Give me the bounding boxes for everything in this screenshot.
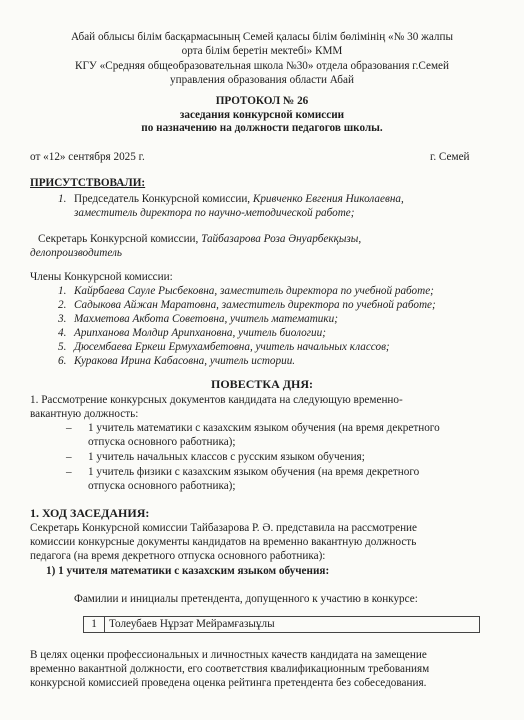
table-row — [84, 617, 480, 633]
agenda-position-3: – 1 учитель физики с казахским языком обучения (на время декретного — [66, 466, 420, 478]
chair-role: Председатель Конкурсной комиссии, — [74, 193, 253, 205]
agenda-position-2: – 1 учитель начальных классов с русским языком обучения; — [66, 451, 365, 463]
member-item: 4. Арипханова Молдир Арипхановна, учитель биологии; — [58, 327, 326, 339]
proceedings-p2-line2: временно вакантной должности, его соответствия квалификационным требованиям — [30, 663, 430, 675]
protocol-date: от «12» сентября 2025 г. — [30, 151, 145, 163]
member-item: 5. Дюсембаева Еркеш Ермухамбетовна, учитель начальных классов; — [58, 341, 390, 353]
chair-line — [58, 192, 404, 206]
agenda-item-line2: вакантную должность: — [30, 408, 139, 420]
agenda-heading: ПОВЕСТКА ДНЯ: — [211, 377, 313, 391]
proceedings-heading: 1. ХОД ЗАСЕДАНИЯ: — [30, 506, 150, 520]
header-kz-line2: орта білім беретін мектебі» КММ — [181, 45, 343, 57]
agenda-position-1-cont: отпуска основного работника); — [88, 436, 236, 448]
header-ru-line1: КГУ «Средняя общеобразовательная школа №30» отдела образования г.Семей — [74, 60, 450, 72]
agenda-item-line1: 1. Рассмотрение конкурсных документов кандидата на следующую временно- — [30, 394, 403, 406]
proceedings-p2-line3: конкурсной комиссией проведена оценка рейтинга претендента без собеседования. — [30, 677, 427, 689]
chair-name: Кривченко Евгения Николаевна, — [252, 193, 404, 205]
chair-position: заместитель директора по научно-методической работе; — [74, 207, 355, 219]
member-item: 3. Махметова Акбота Советовна, учитель математики; — [58, 313, 338, 325]
protocol-city: г. Семей — [430, 151, 470, 163]
members-heading: Члены Конкурсной комиссии: — [30, 271, 173, 283]
secretary-role: Секретарь Конкурсной комиссии, — [38, 233, 202, 245]
secretary-line — [38, 232, 361, 246]
header-kz-line1: Абай облысы білім басқармасының Семей қаласы білім бөлімінің «№ 30 жалпы — [71, 31, 453, 43]
member-item: 6. Куракова Ирина Кабасовна, учитель истории. — [58, 355, 296, 367]
proceedings-p1-line3: педагога (на время декретного отпуска основного работника): — [30, 550, 326, 562]
agenda-position-1: – 1 учитель математики с казахским языком обучения (на время декретного — [66, 422, 440, 434]
proceedings-p2-line1: В целях оценки профессиональных и личностных качеств кандидата на замещение — [30, 649, 427, 661]
member-item: 1. Кайрбаева Сауле Рысбековна, заместитель директора по учебной работе; — [58, 285, 434, 297]
chair-number: 1. — [58, 193, 67, 205]
protocol-title: ПРОТОКОЛ № 26 — [215, 95, 309, 107]
candidates-table — [83, 616, 480, 633]
proceedings-p1-line1: Секретарь Конкурсной комиссии Тайбазарова Р. Ә. представила на рассмотрение — [30, 522, 418, 534]
agenda-position-3-cont: отпуска основного работника); — [88, 480, 236, 492]
secretary-position: делопроизводитель — [30, 247, 122, 259]
secretary-name: Тайбазарова Роза Әнуарбекқызы, — [201, 233, 362, 245]
present-heading: ПРИСУТСТВОВАЛИ: — [30, 177, 146, 189]
position-subheading: 1) 1 учителя математики с казахским языком обучения: — [46, 565, 330, 577]
candidate-name: Толеубаев Нұрзат Мейрамғазыұлы — [105, 617, 480, 633]
proceedings-p1-line2: комиссии конкурсные документы кандидатов на временно вакантную должность — [30, 536, 417, 548]
protocol-subtitle-1: заседания конкурсной комиссии — [179, 109, 345, 121]
member-item: 2. Садыкова Айжан Маратовна, заместитель директора по учебной работе; — [58, 299, 436, 311]
candidates-intro: Фамилии и инициалы претендента, допущенного к участию в конкурсе: — [74, 593, 418, 605]
header-ru-line2: управления образования области Абай — [170, 74, 354, 86]
candidate-number: 1 — [84, 617, 105, 633]
protocol-subtitle-2: по назначению на должности педагогов школы. — [141, 122, 383, 134]
